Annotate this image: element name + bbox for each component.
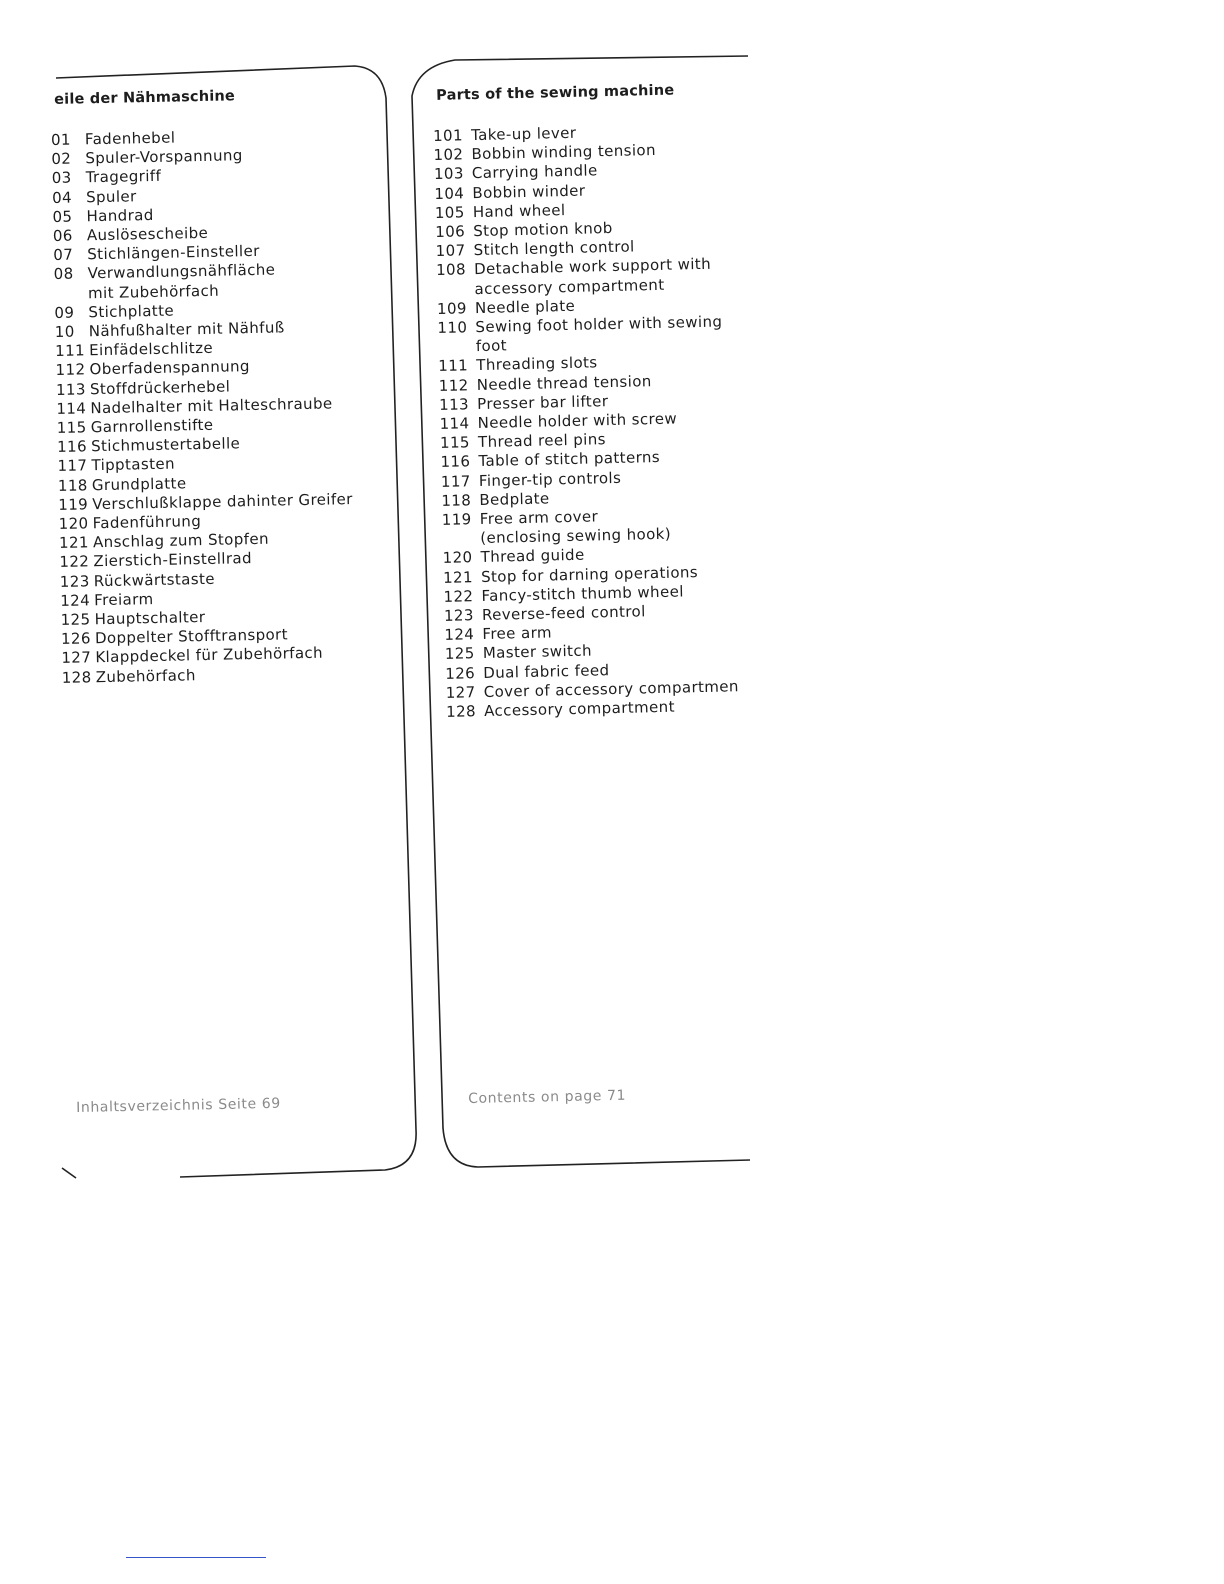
part-number: 113	[438, 395, 470, 414]
part-number: 03	[51, 168, 72, 188]
part-name: Stitch length control	[473, 237, 635, 260]
part-name: Garnrollenstifte	[90, 415, 214, 437]
part-name: Fancy-stitch thumb wheel	[481, 582, 684, 605]
part-number: 128	[445, 702, 477, 721]
part-name: Stichplatte	[88, 301, 175, 322]
part-name: Fadenführung	[92, 512, 202, 533]
part-number	[436, 280, 474, 300]
part-number: 102	[433, 145, 464, 165]
part-name: Presser bar lifter	[476, 391, 609, 413]
part-number: 119	[441, 510, 472, 529]
part-name: Finger-tip controls	[478, 468, 622, 490]
part-name: (enclosing sewing hook)	[480, 524, 672, 548]
part-number: 123	[59, 571, 90, 591]
german-parts-list	[51, 124, 412, 688]
part-name: Nähfußhalter mit Nähfuß	[88, 318, 285, 341]
part-number	[442, 529, 480, 549]
english-parts-panel	[432, 81, 776, 723]
part-name: Thread guide	[480, 546, 585, 567]
part-name: Oberfadenspannung	[89, 357, 251, 379]
part-name: Spuler	[85, 186, 137, 206]
part-name: Carrying handle	[471, 161, 598, 183]
part-number: 119	[58, 495, 89, 514]
part-number: 117	[57, 456, 88, 476]
part-number: 128	[61, 667, 92, 687]
part-number: 122	[59, 552, 90, 572]
part-name: Thread reel pins	[477, 430, 607, 452]
part-number: 116	[440, 452, 471, 472]
part-number: 120	[58, 514, 89, 533]
part-number: 107	[435, 241, 466, 261]
part-number: 116	[56, 437, 88, 457]
part-name: Handrad	[86, 205, 154, 226]
part-number: 123	[443, 606, 475, 625]
part-number: 113	[55, 379, 86, 399]
part-name: accessory compartment	[474, 275, 665, 298]
part-name: Stoffdrückerhebel	[89, 377, 231, 398]
part-name: Zubehörfach	[95, 665, 196, 686]
english-contents-reference: Contents on page 71	[468, 1087, 627, 1107]
part-name: Zierstich-Einstellrad	[93, 549, 253, 571]
part-name: Table of stitch patterns	[478, 448, 661, 471]
part-number: 124	[444, 625, 475, 645]
part-number: 120	[442, 548, 473, 568]
german-parts-panel	[50, 85, 412, 688]
part-number: 05	[52, 207, 73, 226]
part-name: Needle holder with screw	[477, 409, 678, 433]
part-number: 125	[60, 610, 91, 629]
part-number: 06	[52, 226, 73, 245]
part-number: 118	[57, 475, 88, 495]
part-number: 04	[51, 188, 73, 207]
part-number: 114	[439, 414, 470, 433]
part-number: 126	[445, 663, 476, 683]
part-number: 115	[439, 433, 471, 453]
part-name: Klappdeckel für Zubehörfach	[95, 644, 324, 667]
part-number: 08	[53, 264, 74, 284]
part-name: Bobbin winder	[472, 181, 586, 202]
part-name: Hauptschalter	[94, 608, 206, 629]
part-number: 104	[434, 183, 465, 203]
part-name: Fadenhebel	[84, 128, 176, 149]
part-number: 125	[444, 644, 475, 664]
part-name: Stichmustertabelle	[90, 434, 241, 456]
part-name: Reverse-feed control	[481, 602, 646, 625]
part-name: Free arm cover	[479, 507, 599, 529]
part-name: Sewing foot holder with sewing	[475, 312, 723, 337]
part-number: 121	[58, 533, 90, 553]
blue-underline-mark	[126, 1557, 266, 1558]
part-name: Verwandlungsnähfläche	[87, 260, 276, 283]
part-name: Master switch	[482, 642, 593, 663]
part-name: Accessory compartment	[483, 697, 676, 721]
part-name: Cover of accessory compartmen	[483, 677, 740, 701]
part-name: Stop for darning operations	[480, 562, 699, 586]
part-name: Dual fabric feed	[483, 660, 610, 682]
part-number: 02	[51, 149, 72, 169]
part-name: Detachable work support with	[473, 255, 712, 279]
part-number: 115	[56, 418, 87, 437]
part-name: Verschlußklappe dahinter Greifer	[92, 489, 353, 514]
part-name: mit Zubehörfach	[87, 281, 220, 302]
german-contents-reference: Inhaltsverzeichnis Seite 69	[76, 1095, 281, 1116]
english-parts-list	[433, 120, 776, 723]
part-number: 118	[441, 491, 472, 510]
part-name: foot	[475, 336, 508, 356]
part-name: Bedplate	[479, 489, 550, 509]
part-name: Auslösescheibe	[86, 223, 209, 245]
part-number: 105	[434, 203, 465, 222]
part-name: Take-up lever	[470, 123, 577, 145]
part-number	[54, 284, 88, 304]
part-name: Grundplatte	[91, 473, 187, 494]
part-name: Stop motion knob	[473, 218, 613, 241]
part-name: Einfädelschlitze	[89, 339, 214, 360]
part-name: Rückwärtstaste	[93, 569, 216, 590]
part-number	[438, 337, 476, 357]
part-name: Needle thread tension	[476, 371, 652, 394]
part-number: 10	[54, 322, 75, 341]
part-number: 111	[55, 341, 86, 361]
part-number: 126	[60, 629, 92, 649]
part-number: 07	[53, 245, 74, 265]
part-name: Spuler-Vorspannung	[85, 146, 243, 168]
part-number: 127	[445, 683, 476, 702]
part-name: Doppelter Stofftransport	[94, 625, 289, 648]
part-number: 103	[433, 164, 465, 184]
part-name: Anschlag zum Stopfen	[92, 529, 270, 552]
part-number: 101	[432, 126, 464, 145]
part-number: 112	[55, 360, 86, 380]
part-number: 108	[435, 260, 467, 280]
part-number: 121	[442, 567, 474, 587]
part-number: 01	[50, 130, 72, 149]
part-name: Tragegriff	[85, 167, 162, 187]
part-name: Needle plate	[474, 296, 576, 317]
part-number: 127	[61, 648, 92, 668]
part-name: Free arm	[482, 623, 553, 644]
part-name: Stichlängen-Einsteller	[87, 242, 260, 264]
part-number: 117	[440, 471, 471, 491]
part-number: 09	[54, 303, 75, 322]
english-section-title: Parts of the sewing machine	[435, 82, 675, 104]
part-name: Threading slots	[476, 353, 598, 375]
part-number: 110	[437, 318, 468, 337]
part-number: 106	[435, 222, 466, 241]
part-number: 124	[60, 591, 91, 610]
part-number: 122	[443, 587, 474, 606]
part-number: 112	[438, 375, 469, 395]
part-number: 111	[438, 356, 469, 376]
part-number: 114	[56, 399, 87, 418]
part-name: Freiarm	[94, 589, 154, 610]
part-name: Hand wheel	[472, 200, 566, 221]
part-name: Nadelhalter mit Halteschraube	[90, 394, 333, 418]
german-section-title: eile der Nähmaschine	[53, 88, 236, 108]
part-name: Tipptasten	[91, 455, 176, 475]
part-number: 109	[436, 299, 468, 318]
part-name: Bobbin winding tension	[471, 141, 657, 164]
